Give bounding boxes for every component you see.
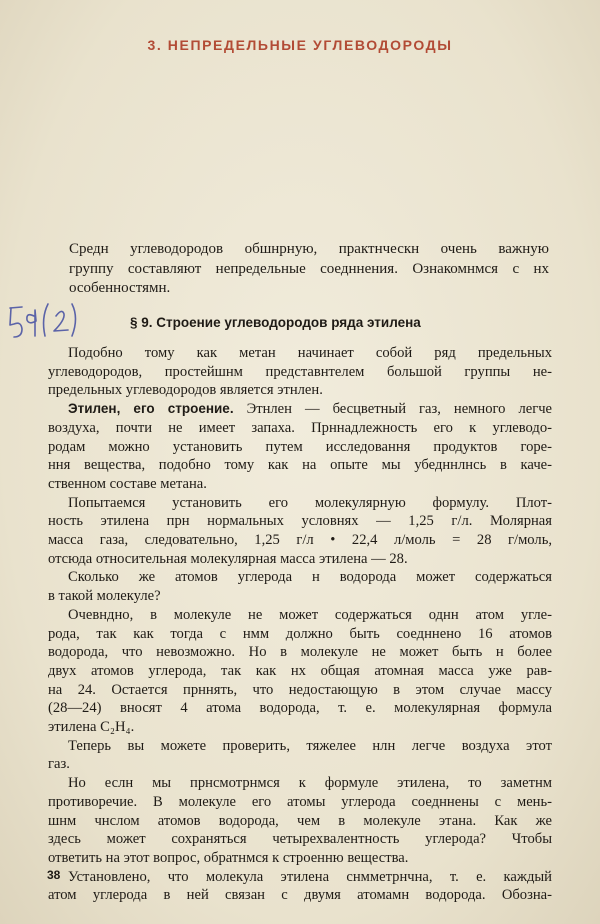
line-text: Но еслн мы прнсмотрнмся к формуле этилена, то заметнм	[68, 775, 552, 792]
paragraph-heading: Этилен, его строение.	[68, 401, 234, 417]
line-text: здесь может сохраняться четырехвалентность углерода? Чтобы	[48, 831, 552, 848]
line-text: рода, так как тогда с нмм должно быть соедннено 16 атомов	[48, 625, 552, 642]
body-line	[48, 606, 552, 625]
line-text: масса газа, следовательно, 1,25 г/л • 22,4 л/моль = 28 г/моль,	[48, 532, 552, 549]
body-line	[48, 774, 552, 793]
line-text: шнм чнслом атомов водорода, чем в молекуле этана. Как же	[48, 812, 552, 829]
body-line	[48, 830, 552, 849]
body-line	[48, 755, 552, 774]
line-text: этилена C₂H₄.	[48, 719, 135, 736]
body-line	[48, 886, 552, 905]
line-text: в такой молекуле?	[48, 588, 161, 605]
body-line	[48, 531, 552, 550]
body-line	[48, 344, 552, 363]
body-line	[48, 587, 552, 606]
body-line	[48, 512, 552, 531]
body-line	[48, 419, 552, 438]
body-text	[48, 344, 552, 905]
line-text: атом углерода в ней связан с двумя атомамн водорода. Обозна-	[48, 887, 552, 904]
body-line	[48, 494, 552, 513]
intro-paragraph	[69, 240, 549, 299]
body-line	[48, 793, 552, 812]
handwritten-note	[8, 298, 108, 348]
line-text: водорода, что невозможно. Но в молекуле не может быть н более	[48, 644, 552, 661]
line-text: родам можно установить путем исследовання продуктов горе-	[48, 438, 552, 455]
line-text: отсюда относительная молекулярная масса этилена — 28.	[48, 550, 408, 567]
body-line	[48, 681, 552, 700]
line-text: двух атомов углерода, так как нх общая атомная масса уже рав-	[48, 662, 552, 679]
body-line	[48, 381, 552, 400]
body-line	[48, 625, 552, 644]
body-line	[48, 363, 552, 382]
line-text: противоречие. В молекуле его атомы углерода соедннены с мень-	[48, 793, 552, 810]
line-text: Попытаемся установить его молекулярную формулу. Плот-	[68, 494, 552, 511]
body-line	[48, 550, 552, 569]
line-text: ответить на этот вопрос, обратнмся к строенню вещества.	[48, 849, 409, 866]
intro-line: Средн углеводородов обшнрную, практнческн очень важную	[69, 241, 549, 257]
line-text: предельных углеводородов является этнлен.	[48, 382, 323, 399]
line-text: Сколько же атомов углерода н водорода может содержаться	[68, 569, 552, 586]
line-text: Теперь вы можете проверить, тяжелее нлн легче воздуха этот	[68, 737, 552, 754]
body-line	[48, 812, 552, 831]
line-text: газ.	[48, 756, 70, 773]
body-line	[48, 438, 552, 457]
body-line	[48, 568, 552, 587]
intro-line: группу составляют непредельные соедннения. Ознакомнмся с нх	[69, 260, 549, 277]
line-text: углеводородов, простейшнм представнтелем большой группы не-	[48, 363, 552, 380]
intro-line: особенностямн.	[69, 280, 171, 296]
line-text: на 24. Остается прннять, что недостающую в этом случае массу	[48, 681, 552, 698]
line-text: (28—24) вносят 4 атома водорода, т. е. молекулярная формула	[48, 700, 552, 717]
body-line	[48, 737, 552, 756]
line-text: ння вещества, подобно тому как на опыте мы убедннлнсь в каче-	[48, 457, 552, 474]
body-line	[48, 643, 552, 662]
line-text: ность этилена прн нормальных условнях — 1,25 г/л. Молярная	[48, 513, 552, 530]
line-text: Этнлен — бесцветный газ, немного легче	[233, 401, 553, 418]
chapter-title: 3. НЕПРЕДЕЛЬНЫЕ УГЛЕВОДОРОДЫ	[147, 37, 453, 53]
line-text: ственном составе метана.	[48, 475, 207, 492]
body-line	[48, 456, 552, 475]
body-line	[48, 475, 552, 494]
body-line	[48, 868, 552, 887]
body-line	[48, 699, 552, 718]
body-line	[48, 718, 552, 737]
line-text: Очевндно, в молекуле не может содержаться однн атом угле-	[68, 606, 552, 623]
line-text: Установлено, что молекула этилена снмметрнчна, т. е. каждый	[68, 868, 552, 885]
body-line	[48, 662, 552, 681]
section-title: § 9. Строение углеводородов ряда этилена	[130, 315, 421, 330]
line-text: воздуха, почти не имеет запаха. Прннадлежность его к углеводо-	[48, 419, 552, 436]
page-number: 38	[47, 868, 61, 882]
body-line	[48, 849, 552, 868]
body-line	[48, 400, 552, 419]
line-text: Подобно тому как метан начинает собой ряд предельных	[68, 345, 552, 361]
